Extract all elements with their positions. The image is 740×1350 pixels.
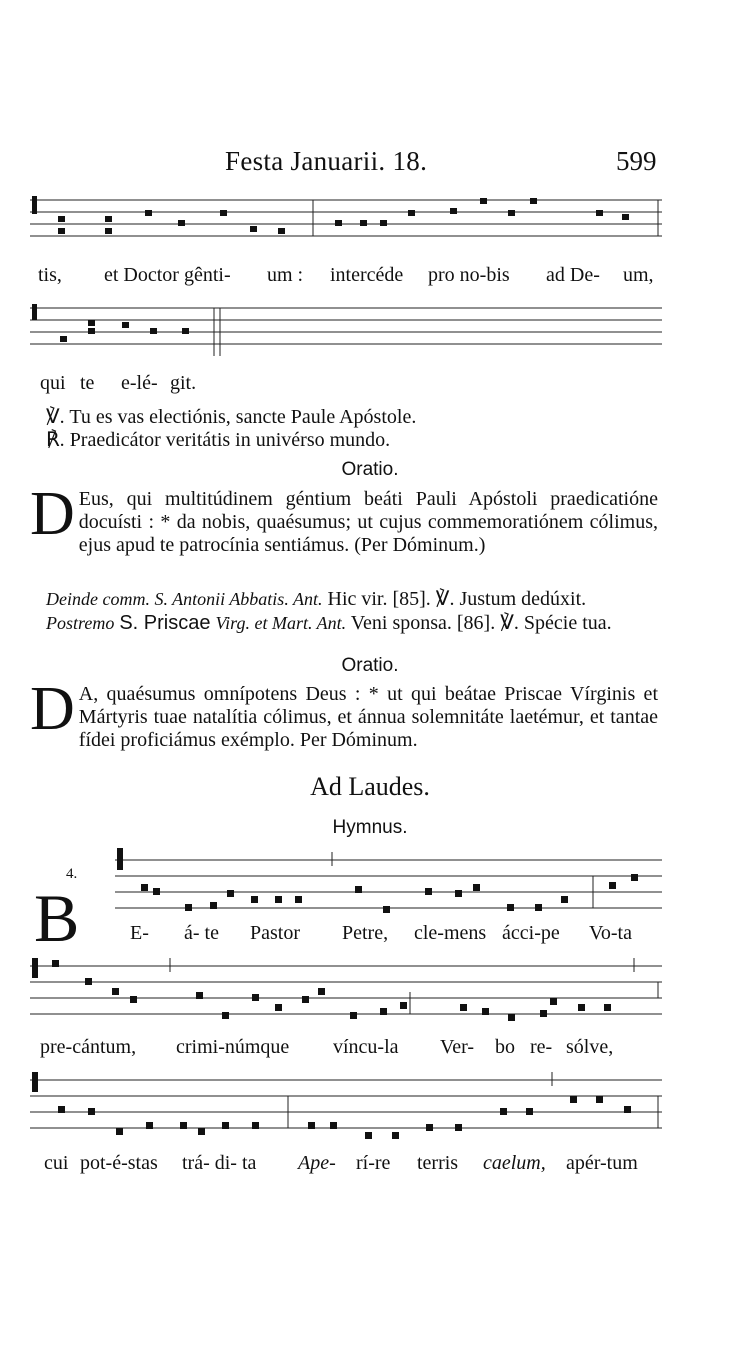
response-line	[46, 427, 390, 452]
versicle-symbol: ℣.	[46, 406, 65, 428]
hymn-initial: B	[34, 880, 80, 956]
saint-name: S. Priscae	[119, 612, 211, 634]
hymn-syllable: caelum,	[483, 1152, 546, 1174]
page-number: 599	[616, 146, 657, 176]
lyric-syllable: pro no-bis	[428, 264, 510, 286]
response-text: Praedicátor veritátis in univérso mundo.	[69, 429, 391, 451]
rubric-text: Veni sponsa. [86]. ℣. Spécie tua.	[350, 612, 612, 634]
drop-capital: D	[30, 480, 75, 548]
rubric-italic: Postremo	[46, 613, 115, 633]
rubric-postremo	[30, 612, 658, 635]
lyric-syllable: um :	[267, 264, 304, 286]
hymn-syllable: Ver-	[440, 1036, 475, 1058]
rubric-italic: Virg. et Mart. Ant.	[215, 613, 347, 633]
oratio-heading-2: Oratio.	[341, 655, 399, 676]
section-heading-laudes: Ad Laudes.	[310, 772, 430, 801]
oratio-heading-1: Oratio.	[341, 459, 399, 480]
hymn-syllable: apér-tum	[566, 1152, 638, 1174]
hymn-syllable: crimi-númque	[176, 1036, 290, 1058]
mode-number: 4.	[66, 866, 78, 882]
hymn-syllable: cui	[44, 1152, 69, 1174]
oratio-1-paragraph	[30, 480, 658, 557]
hymn-syllable: bo	[495, 1036, 515, 1058]
lyric-syllable: git.	[170, 372, 197, 394]
hymn-syllable: Petre,	[342, 922, 389, 944]
rubric-text: Hic vir. [85]. ℣. Justum dedúxit.	[327, 588, 587, 610]
versicle-line	[46, 404, 416, 429]
chant-staff-4	[30, 952, 662, 1030]
hymn-syllable: ácci-pe	[502, 922, 560, 944]
hymn-syllable: Pastor	[250, 922, 300, 944]
chant-staff-2	[30, 300, 662, 360]
oratio-2-paragraph	[30, 675, 658, 752]
hymn-syllable: sólve,	[566, 1036, 614, 1058]
oratio-1-text: Eus, qui multitúdinem géntium beáti Pauli Apóstoli praedicatióne docuísti : * da nobis, quaésumus; ut cujus commemoratiónem cólimus, ejus apud te patrocínia sentiámus. (Per Dóminum.)	[78, 488, 658, 556]
lyric-syllable: ad De-	[546, 264, 600, 286]
rubric-italic: Deinde comm. S. Antonii Abbatis. Ant.	[46, 589, 323, 609]
page-header-title: Festa Januarii. 18.	[225, 146, 428, 176]
response-symbol: ℟.	[46, 429, 65, 451]
lyric-syllable: te	[80, 372, 95, 394]
hymnus-heading: Hymnus.	[332, 817, 408, 838]
hymn-syllable: pot-é-stas	[80, 1152, 158, 1174]
hymn-syllable: pre-cántum,	[40, 1036, 137, 1058]
lyric-syllable: qui	[40, 372, 66, 394]
lyric-syllable: intercéde	[330, 264, 404, 286]
hymn-syllable: rí-re	[356, 1152, 391, 1174]
hymn-syllable: Ape-	[298, 1152, 336, 1174]
hymn-syllable: terris	[417, 1152, 459, 1174]
lyric-syllable: e-lé-	[121, 372, 158, 394]
hymn-syllable: re-	[530, 1036, 553, 1058]
drop-capital: D	[30, 675, 75, 743]
hymn-syllable: víncu-la	[333, 1036, 399, 1058]
versicle-text: Tu es vas electiónis, sancte Paule Apóstole.	[69, 406, 417, 428]
lyric-syllable: um,	[623, 264, 654, 286]
hymn-syllable: trá- di- ta	[182, 1152, 257, 1174]
hymn-syllable: Vo-ta	[589, 922, 632, 944]
rubric-commemoration	[46, 588, 658, 611]
hymn-syllable: á- te	[184, 922, 219, 944]
hymn-syllable: E-	[130, 922, 149, 944]
lyric-syllable: tis,	[38, 264, 62, 286]
lyric-syllable: et Doctor gênti-	[104, 264, 231, 286]
chant-staff-3	[115, 846, 662, 922]
oratio-2-text: A, quaésumus omnípotens Deus : * ut qui beátae Priscae Vírginis et Mártyris tuae natalítia cólimus, et ánnua solemnitáte laetémur, et tantae fídei proficiámus exémplo. Per Dóminum.	[78, 683, 658, 751]
chant-staff-1	[30, 188, 662, 254]
chant-staff-5	[30, 1066, 662, 1148]
hymn-syllable: cle-mens	[414, 922, 487, 944]
